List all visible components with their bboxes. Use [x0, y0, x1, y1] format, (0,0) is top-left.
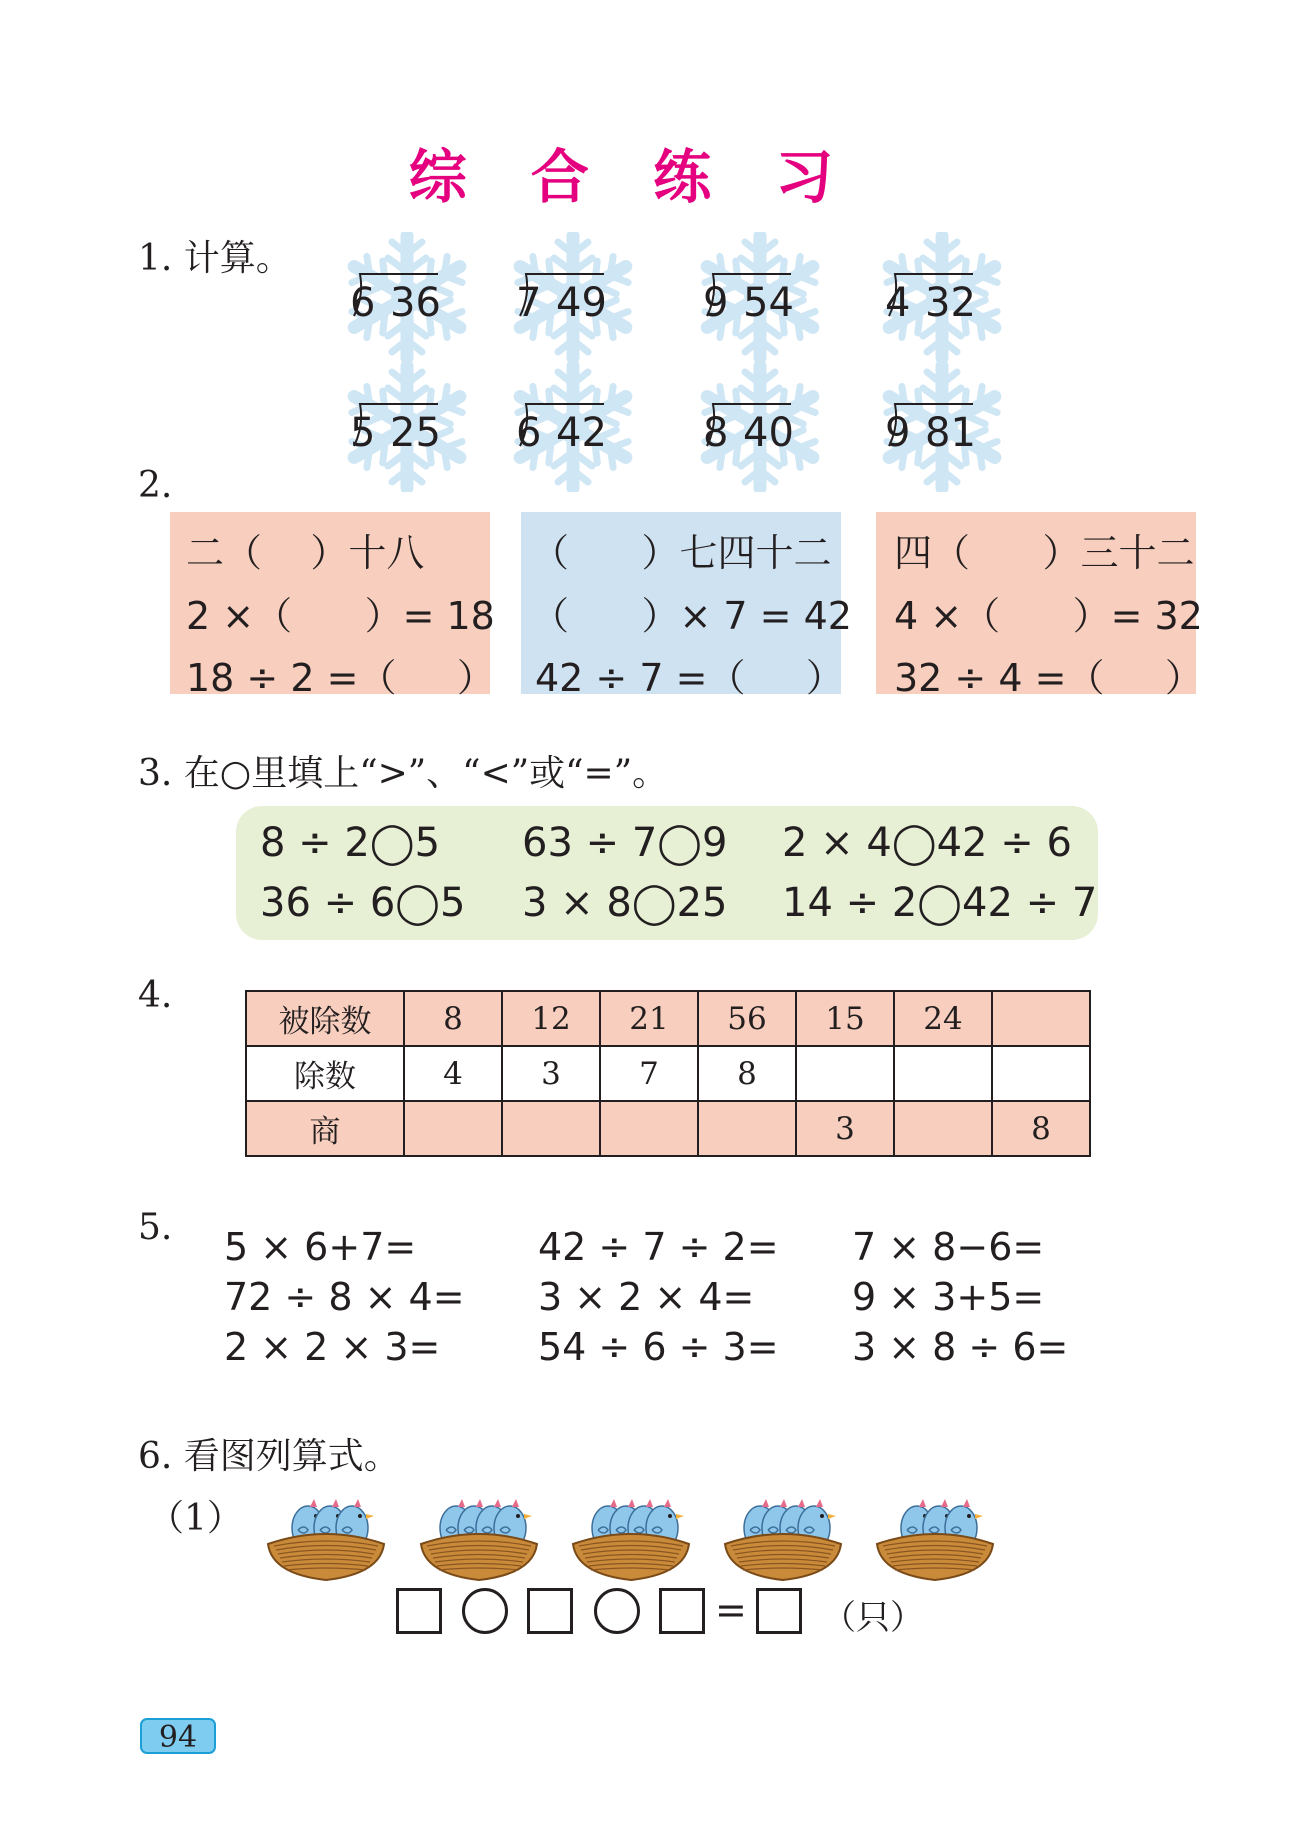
division-item [342, 362, 472, 492]
divisor: 9 [885, 410, 911, 456]
q4-label: 4. [138, 975, 173, 1016]
divisor: 4 [885, 280, 911, 326]
divisor: 8 [703, 410, 729, 456]
table-cell: 8 [404, 991, 502, 1046]
q2-box-1-line-3: 18 ÷ 2 =（ ） [186, 656, 495, 700]
table-cell: 7 [600, 1046, 698, 1101]
table-cell [502, 1101, 600, 1156]
long-division [350, 270, 472, 324]
q2-box-3-line-3: 32 ÷ 4 =（ ） [894, 656, 1203, 700]
bird-nest [871, 1488, 999, 1584]
q5-label: 5. [138, 1207, 173, 1248]
page-number: 94 [140, 1718, 216, 1754]
table-cell: 15 [796, 991, 894, 1046]
q3-panel [236, 806, 1098, 940]
table-cell [600, 1101, 698, 1156]
q5-expr: 3 × 2 × 4= [538, 1275, 755, 1319]
division-item [342, 232, 472, 362]
answer-box[interactable] [659, 1588, 705, 1634]
q2-box-2-line-2: （ ）× 7 = 42 [531, 594, 852, 638]
q5-expr: 9 × 3+5= [852, 1275, 1045, 1319]
q3-expr: 14 ÷ 2◯42 ÷ 7 [782, 880, 1098, 926]
q3-expr: 36 ÷ 6◯5 [260, 880, 466, 926]
q5-expr: 54 ÷ 6 ÷ 3= [538, 1325, 779, 1369]
q3-expr: 8 ÷ 2◯5 [260, 820, 441, 866]
answer-box[interactable] [756, 1588, 802, 1634]
page-title: 综 合 练 习 [408, 143, 856, 211]
dividend: 40 [743, 410, 794, 456]
table-cell [992, 991, 1090, 1046]
division-item [877, 232, 1007, 362]
long-division [703, 400, 825, 454]
table-row-header: 除数 [246, 1046, 404, 1101]
q6-sub-label: （1） [148, 1498, 243, 1539]
answer-circle[interactable] [462, 1588, 508, 1634]
table-cell: 8 [698, 1046, 796, 1101]
table-cell [404, 1101, 502, 1156]
answer-circle[interactable] [594, 1588, 640, 1634]
division-item [695, 362, 825, 492]
answer-box[interactable] [527, 1588, 573, 1634]
divisor: 9 [703, 280, 729, 326]
q2-box-3 [876, 512, 1203, 700]
q3-expr: 63 ÷ 7◯9 [522, 820, 728, 866]
divisor: 7 [516, 280, 542, 326]
dividend: 49 [556, 280, 607, 326]
q2-box-1 [170, 512, 495, 700]
dividend: 25 [390, 410, 441, 456]
q5-expr: 3 × 8 ÷ 6= [852, 1325, 1069, 1369]
q2-box-1-line-2: 2 ×（ ）= 18 [186, 594, 495, 638]
dividend: 54 [743, 280, 794, 326]
dividend: 36 [390, 280, 441, 326]
division-item [508, 362, 638, 492]
table-cell: 8 [992, 1101, 1090, 1156]
q5-expr: 42 ÷ 7 ÷ 2= [538, 1225, 779, 1269]
q6-label: 6. 看图列算式。 [138, 1436, 400, 1477]
q5-expr: 5 × 6+7= [224, 1225, 417, 1269]
long-division [885, 400, 1007, 454]
table-row-header: 被除数 [246, 991, 404, 1046]
table-row [246, 1101, 1090, 1156]
q3-label: 3. 在○里填上“>”、“<”或“=”。 [138, 753, 669, 794]
q1-label: 1. 计算。 [138, 238, 292, 279]
table-cell [698, 1101, 796, 1156]
q2-box-2 [521, 512, 852, 700]
bird-nest [415, 1488, 543, 1584]
long-division [516, 400, 638, 454]
table-row-header: 商 [246, 1101, 404, 1156]
q4-table [245, 990, 1091, 1157]
table-cell: 56 [698, 991, 796, 1046]
table-row [246, 991, 1090, 1046]
table-cell: 21 [600, 991, 698, 1046]
q5-expr: 72 ÷ 8 × 4= [224, 1275, 465, 1319]
bird-nest [719, 1488, 847, 1584]
q2-label: 2. [138, 465, 173, 506]
dividend: 32 [925, 280, 976, 326]
table-cell [894, 1046, 992, 1101]
unit-label: （只） [822, 1598, 924, 1638]
long-division [516, 270, 638, 324]
q2-box-1-line-1: 二（ ）十八 [186, 531, 425, 575]
table-cell: 3 [502, 1046, 600, 1101]
answer-box[interactable] [396, 1588, 442, 1634]
bird-nest [567, 1488, 695, 1584]
dividend: 42 [556, 410, 607, 456]
dividend: 81 [925, 410, 976, 456]
table-cell [992, 1046, 1090, 1101]
table-cell: 3 [796, 1101, 894, 1156]
long-division [350, 400, 472, 454]
q2-box-3-line-1: 四（ ）三十二 [894, 531, 1195, 575]
divisor: 6 [350, 280, 376, 326]
q5-expr: 7 × 8−6= [852, 1225, 1045, 1269]
table-cell: 24 [894, 991, 992, 1046]
q2-box-2-line-3: 42 ÷ 7 =（ ） [535, 656, 844, 700]
q3-expr: 2 × 4◯42 ÷ 6 [782, 820, 1072, 866]
division-item [508, 232, 638, 362]
long-division [703, 270, 825, 324]
table-cell: 4 [404, 1046, 502, 1101]
table-cell [796, 1046, 894, 1101]
divisor: 6 [516, 410, 542, 456]
equals-sign: = [715, 1588, 747, 1632]
table-cell [894, 1101, 992, 1156]
table-row [246, 1046, 1090, 1101]
division-item [877, 362, 1007, 492]
division-item [695, 232, 825, 362]
q2-box-2-line-1: （ ）七四十二 [531, 531, 832, 575]
divisor: 5 [350, 410, 376, 456]
table-cell: 12 [502, 991, 600, 1046]
long-division [885, 270, 1007, 324]
bird-nest [262, 1488, 390, 1584]
q3-expr: 3 × 8◯25 [522, 880, 728, 926]
q5-expr: 2 × 2 × 3= [224, 1325, 441, 1369]
q2-box-3-line-2: 4 ×（ ）= 32 [894, 594, 1203, 638]
